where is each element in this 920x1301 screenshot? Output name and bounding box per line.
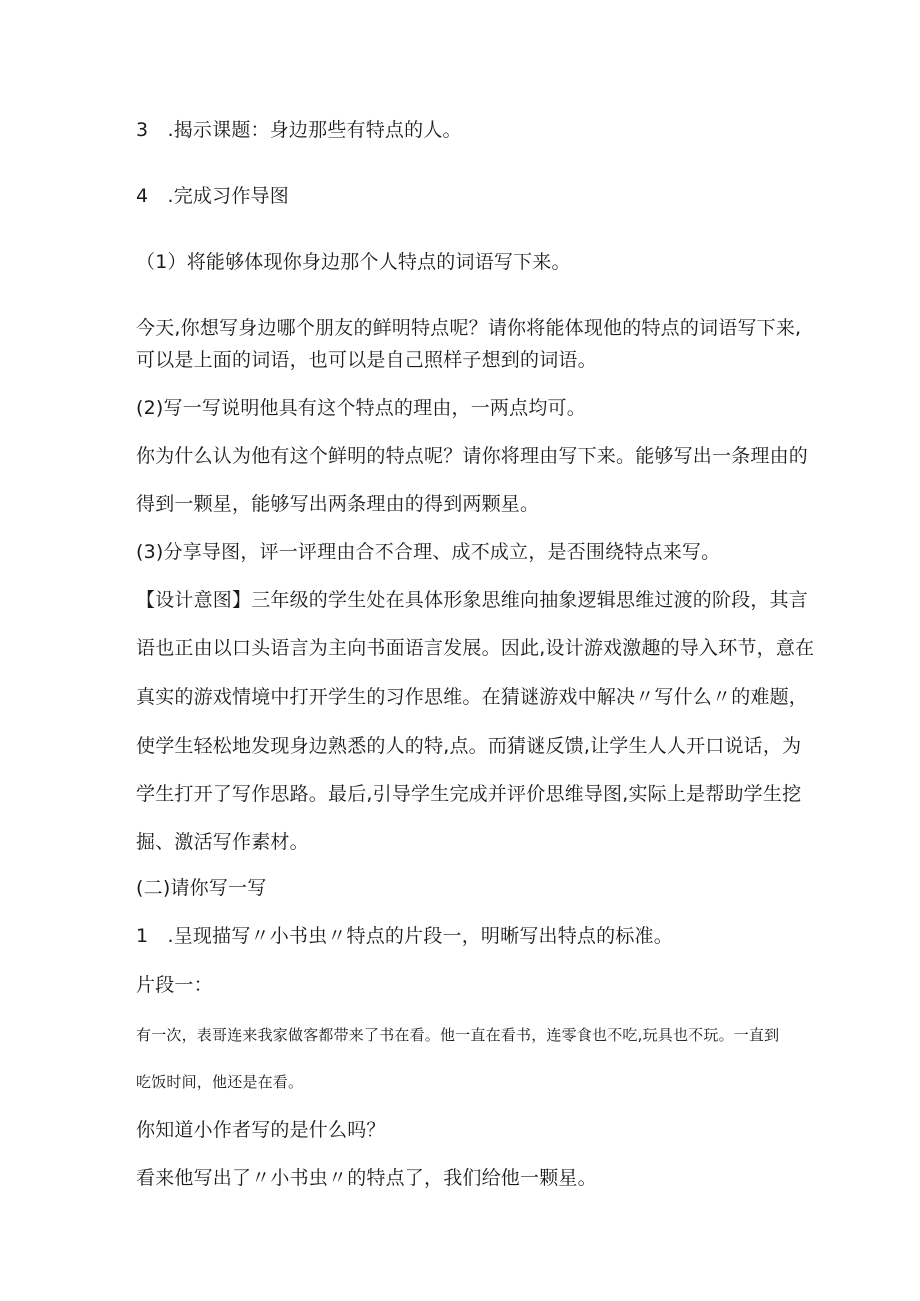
text-line-excerpt: 吃饭时间，他还是在看。 — [136, 1073, 304, 1091]
text-line-sub-3: (3)分享导图，评一评理由合不合理、成不成立，是否围绕特点来写。 — [136, 541, 721, 563]
text-line-sub-2: (2)写一写说明他具有这个特点的理由，一两点均可。 — [136, 397, 586, 419]
text-line-paragraph: 你为什么认为他有这个鲜明的特点呢？请你将理由写下来。能够写出一条理由的 — [136, 445, 809, 467]
text-line-excerpt: 有一次，表哥连来我家做客都带来了书在看。他一直在看书，连零食也不吃,玩具也不玩。一直到 — [136, 1026, 780, 1044]
text-line-excerpt-label: 片段一： — [136, 974, 213, 996]
text-line-design-intent: 【设计意图】三年级的学生处在具体形象思维向抽象逻辑思维过渡的阶段，其言 — [136, 589, 809, 611]
text-line-step-1: 1 .呈现描写〃小书虫〃特点的片段一，明晰写出特点的标准。 — [136, 925, 673, 947]
text-line-paragraph: 可以是上面的词语，也可以是自己照样子想到的词语。 — [136, 349, 597, 371]
text-line-sub-1: （1）将能够体现你身边那个人特点的词语写下来。 — [136, 251, 571, 273]
text-line-step-3: 3 .揭示课题：身边那些有特点的人。 — [136, 119, 462, 141]
text-line-paragraph: 得到一颗星，能够写出两条理由的得到两颗星。 — [136, 493, 540, 515]
text-line-design-intent: 使学生轻松地发现身边熟悉的人的特,点。而猜谜反馈,让学生人人开口说话，为 — [136, 735, 802, 757]
text-line-design-intent: 真实的游戏情境中打开学生的习作思维。在猜谜游戏中解决〃写什么〃的难题， — [136, 686, 809, 708]
text-line-question: 你知道小作者写的是什么吗？ — [136, 1119, 386, 1141]
text-line-paragraph: 看来他写出了〃小书虫〃的特点了，我们给他一颗星。 — [136, 1167, 597, 1189]
text-line-paragraph: 今天,你想写身边哪个朋友的鲜明特点呢？请你将能体现他的特点的词语写下来, — [136, 317, 802, 339]
text-line-design-intent: 语也正由以口头语言为主向书面语言发展。因此,设计游戏激趣的导入环节，意在 — [136, 637, 815, 659]
text-line-step-4: 4 .完成习作导图 — [136, 185, 289, 207]
text-line-design-intent: 掘、激活写作素材。 — [136, 831, 309, 853]
text-line-design-intent: 学生打开了写作思路。最后,引导学生完成并评价思维导图,实际上是帮助学生挖 — [136, 783, 802, 805]
text-line-section-heading: (二)请你写一写 — [136, 877, 267, 899]
